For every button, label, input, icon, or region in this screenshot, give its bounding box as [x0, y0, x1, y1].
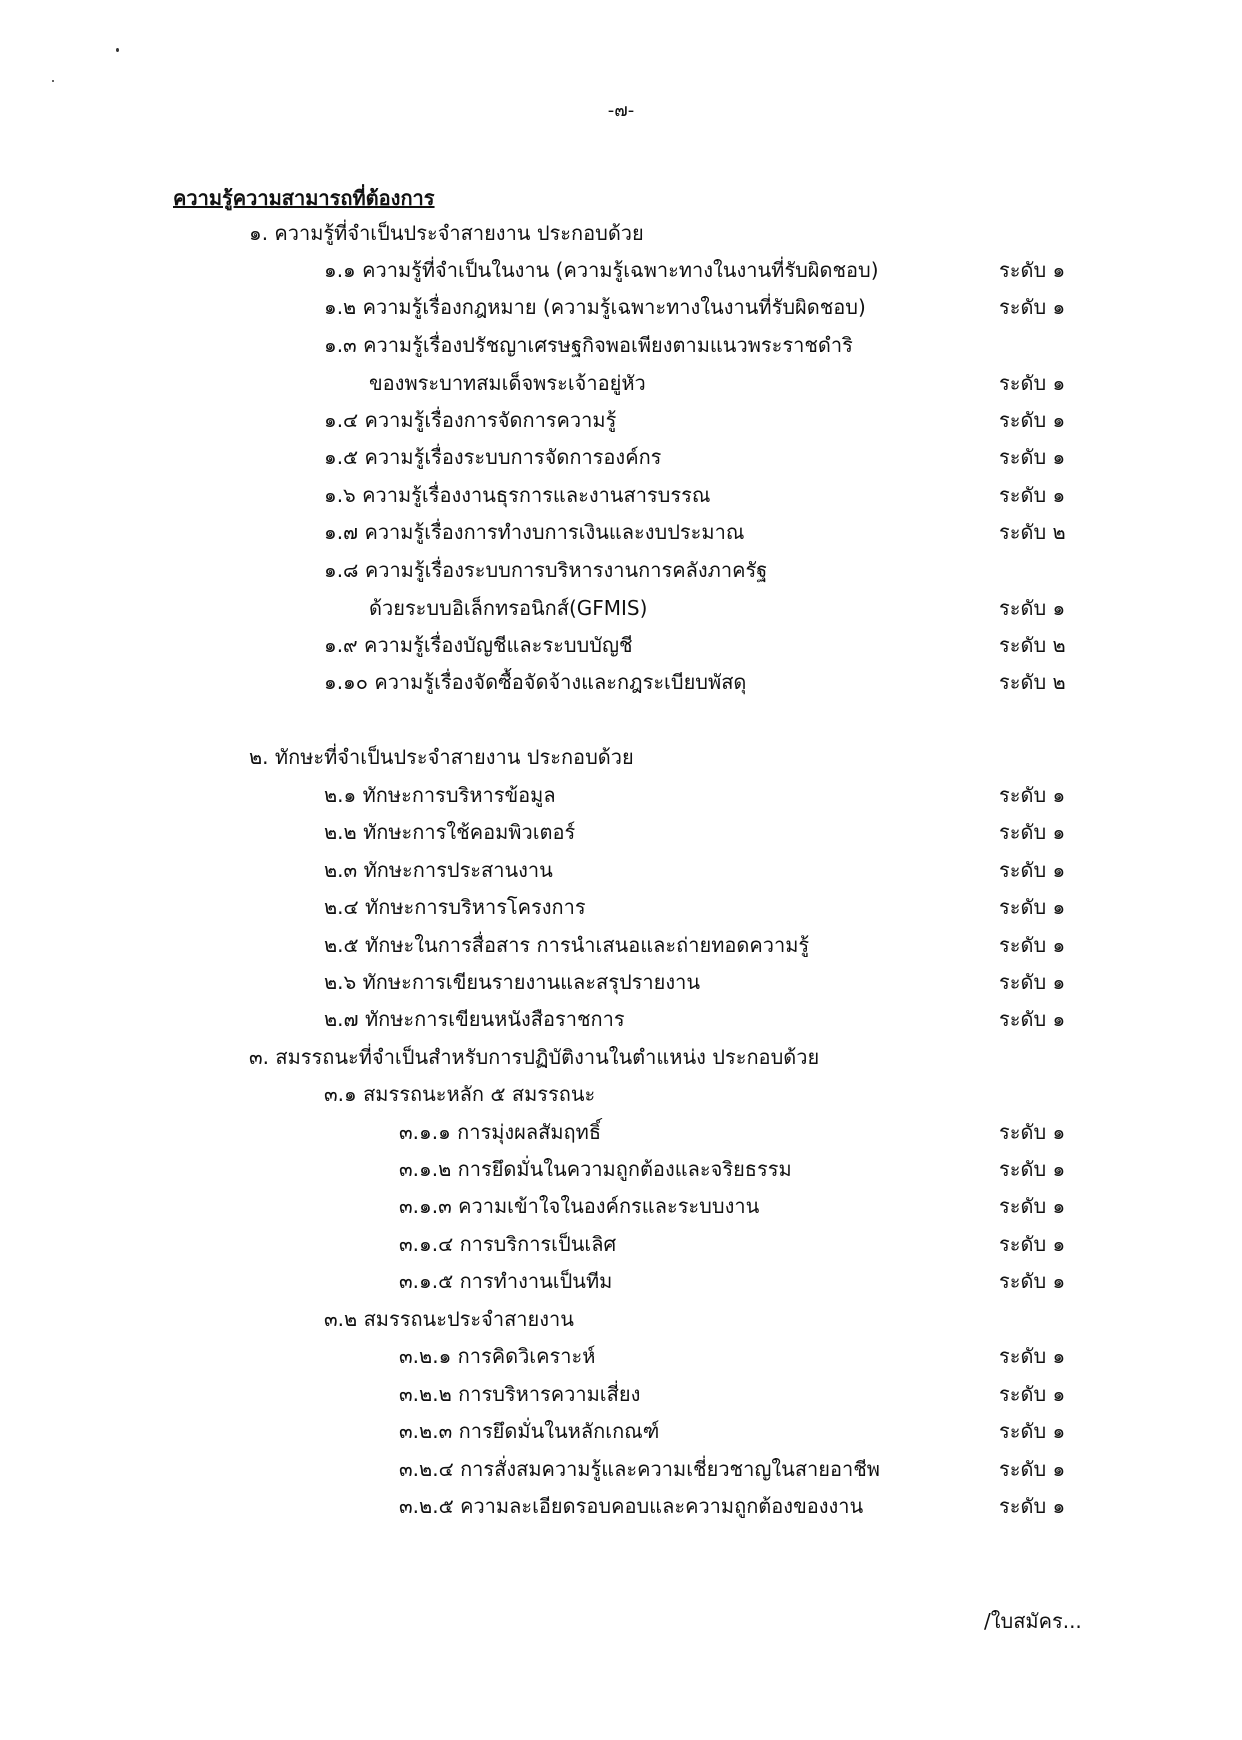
item-text: ๑.๖ ความรู้เรื่องงานธุรการและงานสารบรรณ [324, 483, 711, 507]
scan-speck [52, 80, 54, 82]
item-text: ๓.๑.๔ การบริการเป็นเลิศ [399, 1232, 617, 1256]
item-text: ๓.๑.๕ การทำงานเป็นทีม [399, 1269, 613, 1293]
item-text: ๑.๑ ความรู้ที่จำเป็นในงาน (ความรู้เฉพาะทางในงานที่รับผิดชอบ) [324, 258, 879, 282]
section-title: ๒. ทักษะที่จำเป็นประจำสายงาน ประกอบด้วย [249, 745, 634, 769]
item-level: ระดับ ๑ [999, 483, 1066, 507]
item-text: ๑.๙ ความรู้เรื่องบัญชีและระบบบัญชี [324, 633, 633, 657]
item-level: ระดับ ๑ [999, 858, 1066, 882]
item-level: ระดับ ๑ [999, 1382, 1066, 1406]
item-text: ๓.๒.๔ การสั่งสมความรู้และความเชี่ยวชาญในสายอาชีพ [399, 1457, 880, 1481]
subsection-title: ๓.๒ สมรรถนะประจำสายงาน [324, 1307, 574, 1331]
item-level: ระดับ ๑ [999, 596, 1066, 620]
item-text: ๓.๑.๓ ความเข้าใจในองค์กรและระบบงาน [399, 1194, 760, 1218]
item-text: ๑.๑๐ ความรู้เรื่องจัดซื้อจัดจ้างและกฎระเบียบพัสดุ [324, 670, 747, 694]
item-level: ระดับ ๑ [999, 408, 1066, 432]
item-text: ๓.๒.๒ การบริหารความเสี่ยง [399, 1382, 641, 1406]
item-text: ๑.๒ ความรู้เรื่องกฎหมาย (ความรู้เฉพาะทางในงานที่รับผิดชอบ) [324, 295, 866, 319]
item-text-continued: ด้วยระบบอิเล็กทรอนิกส์(GFMIS) [369, 596, 648, 620]
item-text: ๒.๓ ทักษะการประสานงาน [324, 858, 553, 882]
continuation-note: /ใบสมัคร... [984, 1609, 1082, 1633]
item-level: ระดับ ๑ [999, 970, 1066, 994]
item-text: ๓.๑.๑ การมุ่งผลสัมฤทธิ์ [399, 1120, 602, 1144]
item-text: ๑.๘ ความรู้เรื่องระบบการบริหารงานการคลังภาครัฐ [324, 558, 768, 582]
item-level: ระดับ ๒ [999, 633, 1066, 657]
subsection-title: ๓.๑ สมรรถนะหลัก ๕ สมรรถนะ [324, 1082, 596, 1106]
item-text: ๒.๕ ทักษะในการสื่อสาร การนำเสนอและถ่ายทอดความรู้ [324, 933, 810, 957]
item-text: ๑.๓ ความรู้เรื่องปรัชญาเศรษฐกิจพอเพียงตามแนวพระราชดำริ [324, 333, 853, 357]
item-text: ๒.๔ ทักษะการบริหารโครงการ [324, 895, 586, 919]
item-level: ระดับ ๑ [999, 1419, 1066, 1443]
item-text-continued: ของพระบาทสมเด็จพระเจ้าอยู่หัว [369, 371, 646, 395]
item-text: ๓.๒.๑ การคิดวิเคราะห์ [399, 1344, 596, 1368]
item-text: ๒.๒ ทักษะการใช้คอมพิวเตอร์ [324, 820, 576, 844]
item-level: ระดับ ๑ [999, 1494, 1066, 1518]
item-level: ระดับ ๑ [999, 1157, 1066, 1181]
item-level: ระดับ ๑ [999, 1120, 1066, 1144]
item-level: ระดับ ๑ [999, 1457, 1066, 1481]
item-level: ระดับ ๒ [999, 670, 1066, 694]
page-heading: ความรู้ความสามารถที่ต้องการ [173, 186, 435, 210]
item-text: ๒.๖ ทักษะการเขียนรายงานและสรุปรายงาน [324, 970, 701, 994]
scan-speck [116, 48, 119, 52]
item-level: ระดับ ๑ [999, 820, 1066, 844]
item-level: ระดับ ๑ [999, 1269, 1066, 1293]
item-text: ๓.๒.๕ ความละเอียดรอบคอบและความถูกต้องของงาน [399, 1494, 864, 1518]
item-text: ๑.๕ ความรู้เรื่องระบบการจัดการองค์กร [324, 445, 662, 469]
item-level: ระดับ ๑ [999, 258, 1066, 282]
item-level: ระดับ ๒ [999, 520, 1066, 544]
item-text: ๓.๑.๒ การยึดมั่นในความถูกต้องและจริยธรรม [399, 1157, 792, 1181]
item-text: ๑.๔ ความรู้เรื่องการจัดการความรู้ [324, 408, 617, 432]
page-number: -๗- [607, 100, 635, 121]
item-level: ระดับ ๑ [999, 295, 1066, 319]
item-level: ระดับ ๑ [999, 1344, 1066, 1368]
item-level: ระดับ ๑ [999, 1194, 1066, 1218]
item-text: ๒.๑ ทักษะการบริหารข้อมูล [324, 783, 556, 807]
item-text: ๒.๗ ทักษะการเขียนหนังสือราชการ [324, 1007, 625, 1031]
item-level: ระดับ ๑ [999, 371, 1066, 395]
item-level: ระดับ ๑ [999, 895, 1066, 919]
item-level: ระดับ ๑ [999, 445, 1066, 469]
item-level: ระดับ ๑ [999, 1232, 1066, 1256]
item-level: ระดับ ๑ [999, 783, 1066, 807]
item-level: ระดับ ๑ [999, 1007, 1066, 1031]
section-title: ๑. ความรู้ที่จำเป็นประจำสายงาน ประกอบด้วย [249, 221, 644, 245]
section-title: ๓. สมรรถนะที่จำเป็นสำหรับการปฏิบัติงานในตำแหน่ง ประกอบด้วย [249, 1045, 820, 1069]
item-text: ๓.๒.๓ การยึดมั่นในหลักเกณฑ์ [399, 1419, 660, 1443]
item-level: ระดับ ๑ [999, 933, 1066, 957]
item-text: ๑.๗ ความรู้เรื่องการทำงบการเงินและงบประมาณ [324, 520, 745, 544]
